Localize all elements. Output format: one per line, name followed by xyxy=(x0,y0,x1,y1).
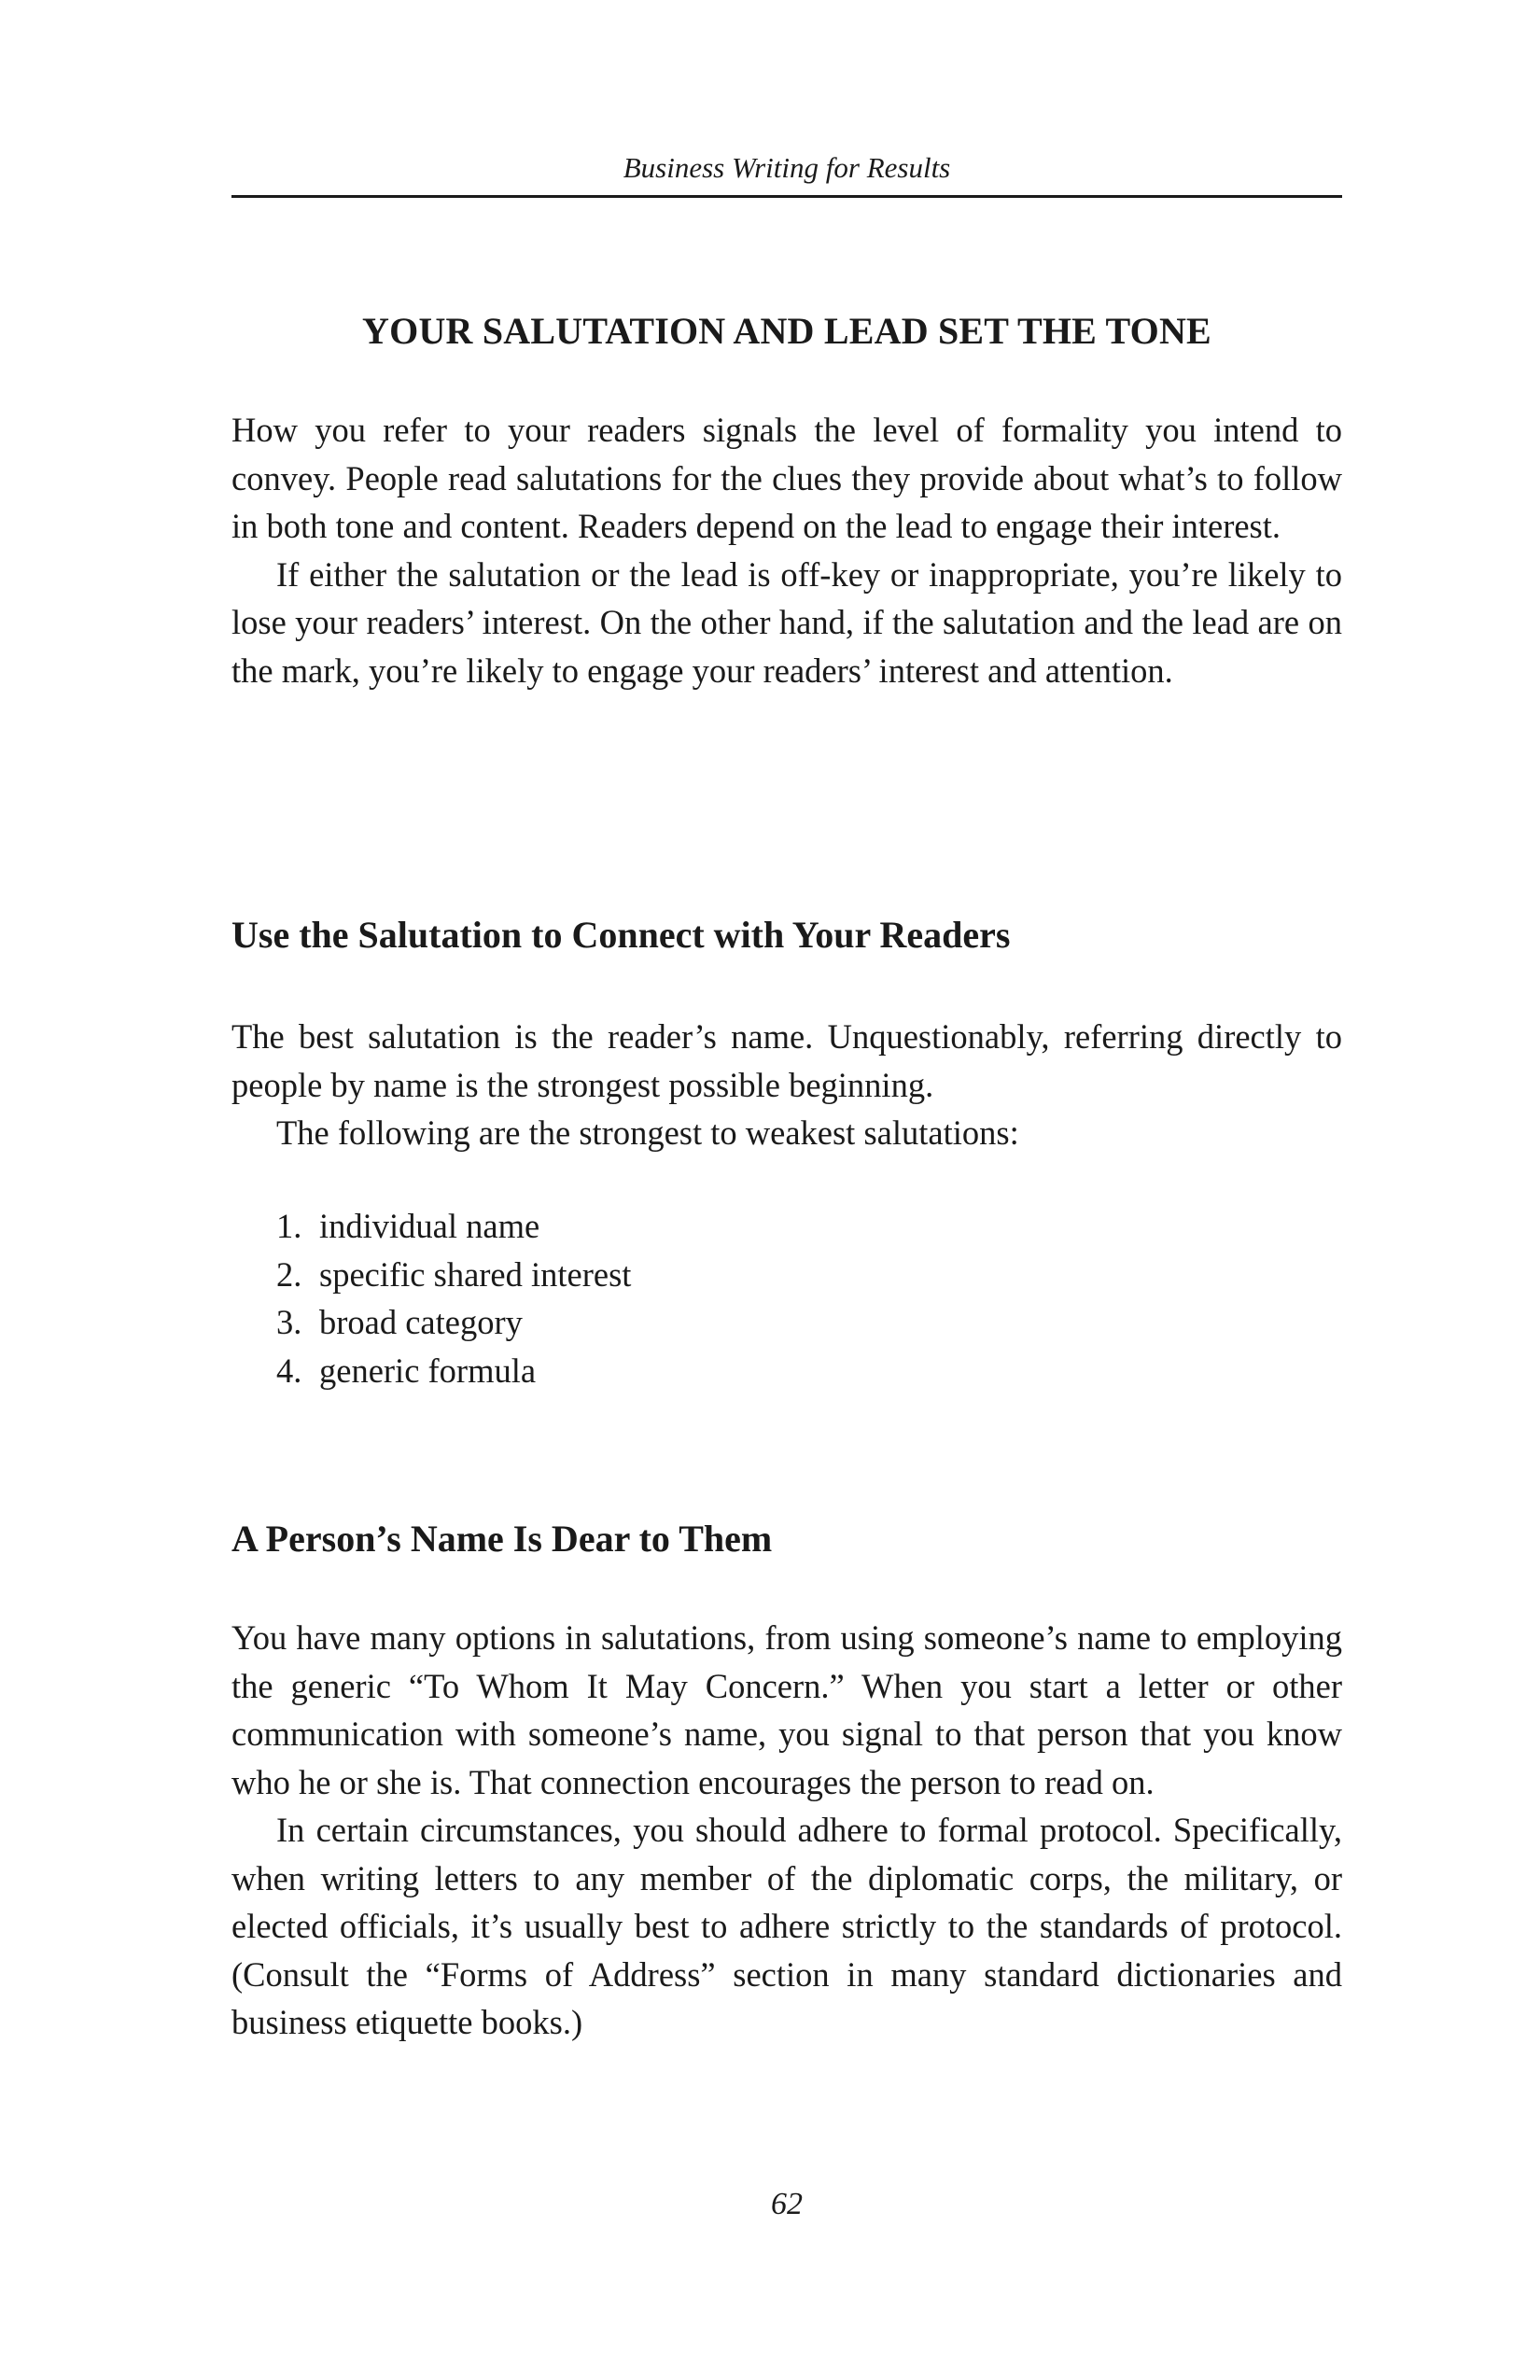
intro-paragraph: How you refer to your readers signals the level of formality you intend to convey. People read salutations for the clues they provide about what’s to follow in both tone and content. Readers depend on the lead to engage their interest. xyxy=(231,411,1342,545)
name-section-heading: A Person’s Name Is Dear to Them xyxy=(231,1518,773,1560)
list-item-number: 3. xyxy=(276,1303,302,1341)
list-item-text: broad category xyxy=(319,1303,523,1341)
list-item-text: specific shared interest xyxy=(319,1254,632,1294)
list-item-number: 2. xyxy=(276,1254,302,1294)
list-item-text: individual name xyxy=(319,1207,540,1245)
name-paragraph: You have many options in salutations, from using someone’s name to employing the generic “To Whom It May Concern.” When you start a letter or other communication with someone’s name, you signal to that person that you know who he or she is. That connection encourages the person to read on. xyxy=(231,1618,1342,1801)
page-number: 62 xyxy=(771,2187,803,2221)
salutation-paragraph: The best salutation is the reader’s name. Unquestionably, referring directly to people by name is the strongest possible beginning. xyxy=(231,1017,1342,1104)
list-item-number: 1. xyxy=(276,1207,302,1245)
salutation-section-heading: Use the Salutation to Connect with Your Readers xyxy=(231,914,1011,956)
salutation-paragraph: The following are the strongest to weakest salutations: xyxy=(276,1113,1019,1152)
salutation-ranking-list xyxy=(276,1202,631,1394)
book-page xyxy=(231,149,1342,2296)
list-item xyxy=(276,1298,631,1347)
chapter-heading: YOUR SALUTATION AND LEAD SET THE TONE xyxy=(362,310,1211,352)
list-item xyxy=(276,1251,631,1299)
salutation-section-body xyxy=(231,1013,1342,1157)
name-paragraph: In certain circumstances, you should adhere to formal protocol. Specifically, when writing letters to any member of the diplomatic corps, the military, or elected officials, it’s usually best to adhere strictly to the standards of protocol. (Consult the “Forms of Address” section in many standard dictionaries and business etiquette books.) xyxy=(231,1811,1342,2041)
list-item-number: 4. xyxy=(276,1351,302,1390)
intro-section xyxy=(231,406,1342,694)
list-item xyxy=(276,1347,631,1395)
list-item-text: generic formula xyxy=(319,1351,537,1390)
name-section-body xyxy=(231,1614,1342,2047)
list-item xyxy=(276,1202,631,1251)
running-head: Business Writing for Results xyxy=(231,149,1342,198)
intro-paragraph: If either the salutation or the lead is off-key or inappropriate, you’re likely to lose your readers’ interest. On the other hand, if the salutation and the lead are on the mark, you’re likely to engage your readers’ interest and attention. xyxy=(231,554,1342,690)
